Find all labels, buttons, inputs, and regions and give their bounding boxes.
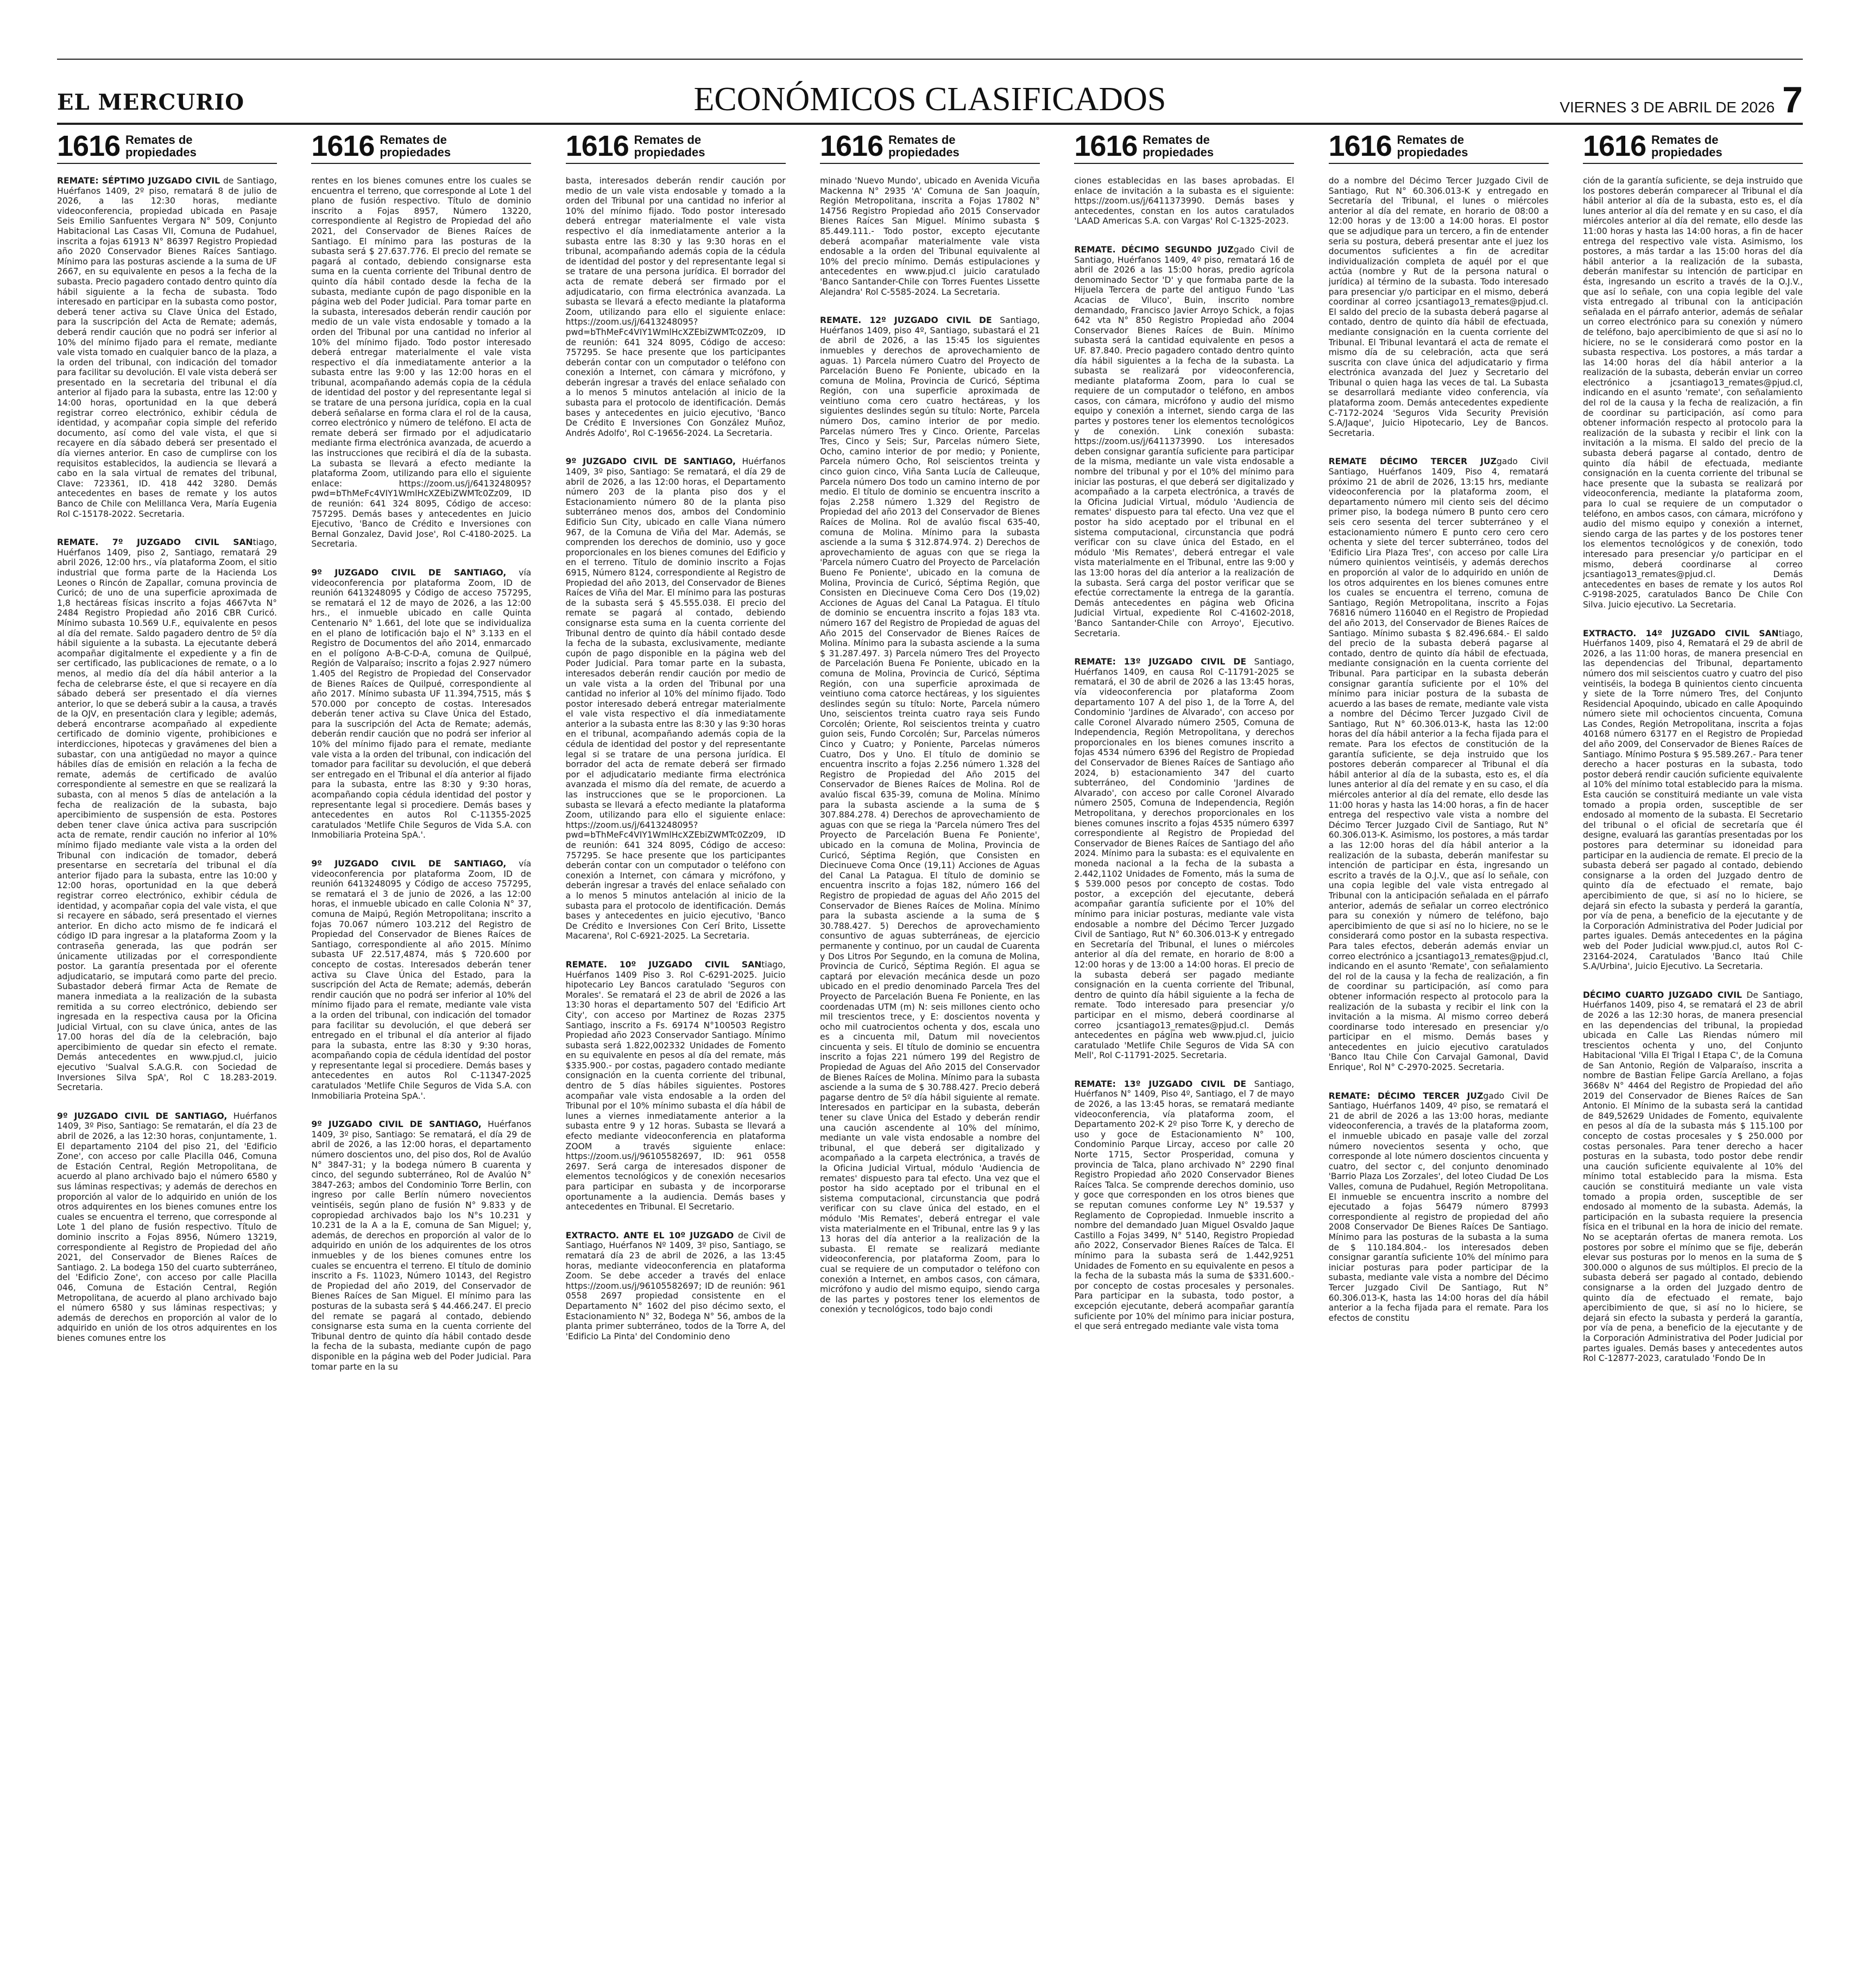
category-code: 1616 bbox=[819, 130, 883, 162]
category-code: 1616 bbox=[1074, 130, 1138, 162]
notice-text: Santiago, Huérfanos N° 1409, Piso 4º, Santiago, el 7 de mayo de 2026, a las 13:45 horas, se rematará mediante videoconferencia, vía plataforma zoom, el Departamento 202-K 2º piso Torre K, y derecho de uso y goce de Estacionamiento N° 100, Condominio Parque Lircay, acceso por calle 20 Norte 1715, Sector Prosperidad, comuna y provincia de Talca, plano archivado N° 2290 final Registro Propiedad año 2020 Conservador Bienes Raíces Talca. Se comprende derechos dominio, uso y goce que corresponden en los otros bienes que se reputan comunes conforme Ley N° 19.537 y Reglamento de Copropiedad. Inmueble inscrito a nombre del demandado Juan Miguel Osvaldo Jaque Castillo a Fojas 3499, N° 5140, Registro Propiedad año 2022, Conservador Bienes Raíces de Talca. El mínimo para la subasta será de 1.442,9251 Unidades de Fomento en su equivalente en pesos a la fecha de la subasta más la suma de $331.600.- por concepto de costas procesales y personales. Para participar en la subasta, todo postor, a excepción ejecutante, deberá acompañar garantía suficiente por 10% del mínimo para iniciar postura, el que será entregado mediante vale vista toma bbox=[1074, 1079, 1295, 1332]
auction-notice bbox=[311, 176, 531, 549]
notice-text: vía videoconferencia por plataforma Zoom, ID de reunión 6413248095 y Código de acceso 757295, se rematará el 12 de mayo de 2026, a las 12:00 hrs., el inmueble ubicado en calle Quinta Centenario N° 1.661, del lote que se individualiza en el plano de lotificación bajo el N° 3.133 en el Registro de Documentos del año 2014, enmarcado en el polígono A-B-C-D-A, comuna de Quilpué, Región de Valparaíso; inscrito a fojas 2.927 número 1.405 del Registro de Propiedad del Conservador de Bienes Raíces de Quilpué, correspondiente al año 2017. Mínimo subasta UF 11.394,7515, más $ 570.000 por concepto de costas. Interesados deberán tener activa su Clave Única del Estado, para la suscripción del Acta de Remate; además, deberán rendir caución que no podrá ser inferior al 10% del mínimo fijado para el remate, mediante vale vista a la orden del tribunal, con indicación del tomador para facilitar su devolución, el que deberá ser entregado en el Tribunal el día anterior al fijado para la subasta, entre las 8:30 y 9:30 horas, acompañando copia cédula identidad del postor y representante legal si procediere. Demás bases y antecedentes en autos Rol C-11355-2025 caratulados 'Metlife Chile Seguros de Vida S.A. con Inmobiliaria Proteina SpA.'. bbox=[311, 567, 532, 840]
auction-notice bbox=[820, 176, 1040, 297]
classified-column bbox=[820, 129, 1040, 1964]
category-label bbox=[380, 134, 451, 159]
notice-heading: 9º JUZGADO CIVIL DE SANTIAGO, bbox=[57, 1111, 228, 1121]
notice-text: rentes en los bienes comunes entre los cuales se encuentra el terreno, que corresponde al Lote 1 del plano de fusión respectivo. Título de dominio inscrito a Fojas 8957, Número 13220, correspondiente al Registro de Propiedad del año 2021, del Conservador de Bienes Raíces de Santiago. El mínimo para las posturas de la subasta será $ 27.637.776. El precio del remate se pagará al contado, debiendo consignarse esta suma en la cuenta corriente del Tribunal dentro de quinto día hábil contado desde la fecha de la subasta, mediante cupón de pago disponible en la página web del Poder Judicial. Para tomar parte en la subasta, interesados deberán rendir caución por medio de un vale vista endosable y tomado a la orden del Tribunal por una cantidad no inferior al 10% del mínimo fijado. Todo postor interesado deberá entregar materialmente el vale vista respectivo el día inmediatamente anterior a la subasta entre las 9:00 y las 12:00 horas en el tribunal, acompañando además copia de la cédula de identidad del postor y del representante legal si se tratare de una persona jurídica, copia en la cual deberá señalarse en forma clara el rol de la causa, correo electrónico y número de teléfono. El acta de remate deberá ser firmado por el adjudicatario mediante firma electrónica avanzada, de acuerdo a las instrucciones que recibirá el día de la subasta. La subasta se llevará a efecto mediante la plataforma Zoom, utilizando para ello el siguiente enlace: https://zoom.us/j/6413248095?pwd=bThMeFc4VIY1WmlHcXZEbiZWMTc0Zz09, ID de reunión: 641 324 8095, Código de acceso: 757295. Demás bases y antecedentes en Juicio Ejecutivo, 'Banco de Crédito e Inversiones con Bernal Gonzalez, David Jose', Rol C-4180-2025. La Secretaria. bbox=[311, 176, 532, 549]
notice-text: ciones establecidas en las bases aprobadas. El enlace de invitación a la subasta es el siguiente: https://zoom.us/j/6411373990. Demás bases y antecedentes, constan en los autos caratulados 'LAAD Americas S.A. con Vargas' Rol C-1325-2023. bbox=[1074, 176, 1295, 226]
classified-column bbox=[566, 129, 786, 1964]
column-header bbox=[1074, 129, 1294, 164]
column-header bbox=[311, 129, 531, 164]
notice-text: De Santiago, Huérfanos 1409, piso 4, se rematará el 23 de abril de 2026 a las 12:30 horas, de manera presencial en las dependencias del tribunal, la propiedad ubicada en Calle Las Riendas número mil trescientos ochenta y uno, del Conjunto Habitacional 'Villa El Trigal I Etapa C', de la Comuna de San Antonio, Región de Valparaíso, inscrita a nombre de Bastian Felipe García Arellano, a fojas 3668v N° 4464 del Registro de Propiedad del año 2019 del Conservador de Bienes Raíces de San Antonio. El Mínimo de la subasta será la cantidad de 849,52629 Unidades de Fomento, equivalente en pesos al día de la subasta más $ 115.100 por concepto de costas procesales y $ 250.000 por costas personales. Para tener derecho a hacer posturas en la subasta, todo postor debe rendir una caución suficiente equivalente al 10% del mínimo total establecido para la misma. Esta caución se constituirá mediante un vale vista tomado a propia orden, susceptible de ser endosado al momento de la subasta. Además, la participación en la subasta requiere la presencia física en el tribunal en la hora de inicio del remate. No se aceptarán ofertas de manera remota. Los postores por sobre el mínimo que se fije, deberán elevar sus posturas por lo menos en la suma de $ 300.000 o algunos de sus múltiplos. El precio de la subasta deberá ser pagado al contado, debiendo consignarse a la orden del Juzgado dentro de quinto día de efectuado el remate, bajo apercibimiento de que, si así no lo hiciere, se dejará sin efecto la subasta y perderá la garantía, por vía de pena, a beneficio de la ejecutante y de la Corporación Administrativa del Poder Judicial por partes iguales. Demás bases y antecedentes autos Rol C-12877-2023, caratulado 'Fondo De In bbox=[1582, 990, 1803, 1364]
notice-heading: DÉCIMO CUARTO JUZGADO CIVIL bbox=[1582, 990, 1742, 1000]
category-label-line: propiedades bbox=[888, 145, 960, 159]
auction-notice bbox=[1329, 457, 1549, 1072]
column-header bbox=[1329, 129, 1549, 164]
classified-column bbox=[1329, 129, 1549, 1964]
auction-notice bbox=[1329, 1091, 1549, 1324]
classified-column bbox=[311, 129, 531, 1964]
notice-heading: REMATE: SÉPTIMO JUZGADO CIVIL bbox=[57, 176, 220, 186]
page-number: 7 bbox=[1782, 79, 1803, 121]
notice-text: gado Civil Santiago, Huérfanos 1409, Piso 4, rematará próximo 21 de abril de 2026, 13:15 hrs, mediante videoconferencia por la plataforma zoom, el departamento número mil ciento seis del décimo primer piso, la bodega número B punto cero cero seis cero sesenta del tercer subterráneo y el estacionamiento número E punto cero cero cero ochenta y siete del tercer subterráneo, todos del 'Edificio Lira Plaza Tres', con acceso por calle Lira número quinientos veintiséis, y además derechos en proporción al valor de lo adquirido en unión de los otros adquirentes en los bienes comunes entre los cuales se encuentra el terreno, comuna de Santiago, Región Metropolitana, inscrito a Fojas 76816 número 116040 en el Registro de Propiedad del año 2013, del Conservador de Bienes Raíces de Santiago. Mínimo subasta $ 82.496.684.- El saldo del precio de la subasta deberá pagarse al contado, dentro de quinto día hábil de efectuada, mediante consignación en la cuenta corriente del Tribunal. Para participar en la subasta deberán consignar garantía suficiente por el 10% del mínimo para iniciar postura de la subasta de acuerdo a las bases de remate, mediante vale vista a nombre del Décimo Tercer Juzgado Civil de Santiago, Rut N° 60.306.013-K, hasta las 12:00 horas del día hábil anterior a la fecha fijada para el remate. Para los efectos de constitución de la garantía suficiente, se deja instruido que los postores deberán comparecer al Tribunal el día hábil anterior al día de la subasta, esto es, el día lunes anterior al día del remate y en su caso, el día miércoles anterior al día del remate, ello desde las 11:00 horas y hasta las 14:00 horas, a fin de hacer entrega del respectivo vale vista a nombre del Décimo Tercer Juzgado Civil de Santiago, Rut N° 60.306.013-K. Asimismo, los postores, a más tardar a las 12:00 horas del día hábil anterior a la realización de la subasta, deberán manifestar su intención de participar en ésta, ingresando un escrito a través de la O.J.V., que así lo señale, con una copia legible del vale vista entregado al Tribunal con la anticipación señalada en el párrafo anterior, además de señalar un correo electrónico para su conexión y número de teléfono, bajo apercibimiento de que si así no lo hiciere, no se le considerará como postor en la subasta respectiva. Para tales efectos, deberán además enviar un correo electrónico a jcsantiago13_remates@pjud.cl, indicando en el asunto 'Remate', con señalamiento del rol de la causa y la fecha de realización, a fin de coordinar su participación, así como para obtener información respecto al protocolo para la realización de la subasta y recibir el link con la invitación a la misma. Al mismo correo deberá coordinarse todo interesado en presenciar y/o participar en el mismo. Demás bases y antecedentes en juicio ejecutivo caratulados 'Banco Itau Chile Con Carvajal Gamonal, David Enrique', Rol N° C-2970-2025. Secretaria. bbox=[1328, 457, 1549, 1073]
category-label-line: Remates de bbox=[380, 133, 447, 147]
category-label-line: propiedades bbox=[1143, 145, 1214, 159]
notice-text: gado Civil De Santiago, Huérfanos 1409, 4º piso, se rematará el 21 de abril de 2026 a las 13:00 horas, mediante videoconferencia, a través de la plataforma zoom, el inmueble ubicado en pasaje valle del zorzal número novecientos sesenta y ocho, que corresponde al lote número doscientos cincuenta y cuatro, del sector c, del conjunto denominado 'Barrio Plaza Los Zorzales', del loteo Ciudad De Los Valles, comuna de Pudahuel, Región Metropolitana. El inmueble se encuentra inscrito a nombre del ejecutado a fojas 56479 número 87993 correspondiente al registro de propiedad del año 2008 Conservador De Bienes Raíces De Santiago. Mínimo para las posturas de la subasta a la suma de $ 110.184.804.- los interesados deben consignar garantía suficiente 10% del mínimo para iniciar posturas para poder participar de la subasta, mediante vale vista a nombre del Décimo Tercer Juzgado Civil De Santiago, Rut N° 60.306.013-K, hasta las 14:00 horas del día hábil anterior a la fecha fijada para el remate. Para los efectos de constitu bbox=[1328, 1091, 1549, 1323]
auction-notice bbox=[57, 537, 277, 1093]
category-label-line: propiedades bbox=[380, 145, 451, 159]
auction-notice bbox=[311, 568, 531, 840]
classified-column bbox=[1583, 129, 1803, 1964]
category-code: 1616 bbox=[565, 130, 629, 162]
notice-heading: 9º JUZGADO CIVIL DE SANTIAGO, bbox=[311, 859, 507, 869]
auction-notice bbox=[1074, 176, 1294, 226]
section-title: ECONÓMICOS CLASIFICADOS bbox=[693, 81, 1166, 118]
notice-heading: 9º JUZGADO CIVIL DE SANTIAGO, bbox=[565, 457, 736, 467]
notice-heading: REMATE DÉCIMO TERCER JUZ bbox=[1328, 457, 1497, 467]
category-label bbox=[125, 134, 197, 159]
category-code: 1616 bbox=[311, 130, 375, 162]
column-header bbox=[1583, 129, 1803, 164]
category-label-line: Remates de bbox=[1143, 133, 1210, 147]
notice-text: vía videoconferencia por plataforma Zoom, ID de reunión 6413248095 y Código de acceso 757295, se rematará el 3 de junio de 2026, a las 12:00 horas, el inmueble ubicado en calle Colonia N° 37, comuna de Maipú, Región Metropolitana; inscrito a fojas 70.067 número 103.212 del Registro de Propiedad del Conservador de Bienes Raíces de Santiago, correspondiente al año 2015. Mínimo subasta UF 22.517,4874, más $ 720.600 por concepto de costas. Interesados deberán tener activa su Clave Única del Estado, para la suscripción del Acta de Remate; además, deberán rendir caución que no podrá ser inferior al 10% del mínimo fijado para el remate, mediante vale vista a la orden del tribunal, con indicación del tomador para facilitar su devolución, el que deberá ser entregado en el tribunal el día anterior al fijado para la subasta, entre las 8:30 y 9:30 horas, acompañando copia de cédula identidad del postor y representante legal si procediere. Demás bases y antecedentes en autos Rol C-11347-2025 caratulados 'Metlife Chile Seguros de Vida S.A. con Inmobiliaria Proteina SpA.'. bbox=[311, 859, 532, 1101]
category-code: 1616 bbox=[1582, 130, 1646, 162]
column-body bbox=[311, 164, 531, 1372]
auction-notice bbox=[1583, 176, 1803, 610]
notice-heading: 9º JUZGADO CIVIL DE SANTIAGO, bbox=[311, 567, 507, 578]
notice-text: tiago, Huérfanos 1409, piso 2, Santiago, rematará 29 abril 2026, 12:00 hrs., vía plataforma Zoom, el sitio industrial que forma parte de la Hacienda Los Leones o Rincón de Zapallar, comuna provincia de Curicó; de uno de una superficie aproximada de 1,8 hectáreas físicas inscrito a fojas 4667vta N° 2484 Registro Propiedad año 2016 CBR Curicó. Mínimo subasta 10.569 U.F., equivalente en pesos al día del remate. Saldo pagadero dentro de 5º día hábil siguiente a la subasta. La ejecutante deberá acompañar digitalmente el expediente y a fin de ser certificado, las publicaciones de remate, o a lo menos, al medio día del día hábil anterior a la fecha de celebrarse éste, el que si recayere en día sábado deberá ser presentado el día viernes anterior, lo que se deberá subir a la causa, a través de la OJV, en presentación clara y legible; además, deberá encontrarse acompañado al expediente certificado de dominio vigente, prohibiciones e interdicciones, hipotecas y gravámenes del bien a subastar, con una antigüedad no mayor a quince hábiles días de emisión en relación a la fecha de remate, además de certificado de avalúo correspondiente al semestre en que se realizará la subasta, con al menos 5 días de antelación a la fecha de realización de la subasta, bajo apercibimiento de suspensión de esta. Postores deben tener clave única activa para suscripción acta de remate, rendir caución no inferior al 10% mínimo fijado mediante vale vista a la orden del Tribunal con indicación de tomador, deberá presentarse en secretaría del tribunal el día anterior fijado para la subasta, entre las 10:00 y 12:00 horas, oportunidad en la que deberá registrar correo electrónico, exhibir cédula de identidad, y acompañar copia del vale vista, el que si recayere en sábado, será presentado el viernes anterior. En dicho acto mismo de fe indicará el código ID para ingresar a la plataforma Zoom y la contraseña generada, las que podrán ser únicamente utilizadas por el correspondiente postor. La garantía presentada por el oferente adjudicatario, se imputará como parte del precio. Subastador deberá firmar Acta de Remate de manera inmediata a la realización de la subasta remitida a su correo electrónico, debiendo ser ingresada en la respectiva causa por la Oficina Judicial Virtual, con su clave única, antes de las 17.00 horas del día de la celebración, bajo apercibimiento de quedar sin efecto el remate. Demás antecedentes en www.pjud.cl, juicio ejecutivo 'Sualval S.A.G.R. con Sociedad de Inversiones Silva SpA', Rol C 18.283-2019. Secretaria. bbox=[57, 537, 277, 1093]
category-label-line: Remates de bbox=[888, 133, 956, 147]
notice-heading: REMATE: 13º JUZGADO CIVIL DE bbox=[1074, 1079, 1246, 1089]
notice-heading: EXTRACTO. 14º JUZGADO CIVIL SAN bbox=[1582, 628, 1779, 638]
notice-text: ción de la garantía suficiente, se deja instruido que los postores deberán comparecer al Tribunal el día hábil anterior al día de la subasta, esto es, el día lunes anterior al día del remate y en su caso, el día miércoles anterior al día del remate, ello desde las 11:00 horas y hasta las 14:00 horas, a fin de hacer entrega del respectivo vale vista. Asimismo, los postores, a más tardar a las 15:00 horas del día hábil anterior a la realización de la subasta, deberán manifestar su intención de participar en ésta, ingresando un escrito a través de la O.J.V., que así lo señale, con una copia legible del vale vista entregado al tribunal con la anticipación señalada en el párrafo anterior, además de señalar un correo electrónico para su conexión y número de teléfono, bajo apercibimiento de que si así no lo hiciere, no se le considerará como postor en la subasta respectiva. Los postores, a más tardar a las 14:00 horas del día hábil anterior a la realización de la subasta, deberán enviar un correo electrónico a jcsantiago13_remates@pjud.cl, indicando en el asunto 'remate', con señalamiento del rol de la causa y la fecha de realización, a fin de coordinar su participación, así como para obtener información respecto al protocolo para la realización de la subasta y recibir el link con la invitación a la misma. El saldo del precio de la subasta deberá pagarse al contado, dentro de quinto día hábil de efectuada, mediante consignación en la cuenta corriente del tribunal se hace presente que la subasta se realizará por videoconferencia, mediante la plataforma zoom, para lo cual se requiere de un computador o teléfono, en ambos casos, con cámara, micrófono y audio del mismo equipo y conexión a internet, siendo carga de las partes y de los postores tener los elementos tecnológicos y de conexión, todo interesado para presenciar y/o participar en el mismo, deberá coordinarse al correo jcsantiago13_remates@pjud.cl. Demás antecedentes en bases de remate y los autos Rol C-9198-2025, caratulados Banco De Chile Con Silva. Juicio ejecutivo. La Secretaria. bbox=[1582, 176, 1803, 610]
auction-notice bbox=[1329, 176, 1549, 438]
notice-text: Santiago, Huérfanos 1409, piso 4º, Santiago, subastará el 21 de abril de 2026, a las 15:45 los siguientes inmuebles y derechos de aprovechamiento de aguas. 1) Parcela número Cuatro del Proyecto de Parcelación Bueno Fe Poniente, ubicado en la comuna de Molina, Provincia de Curicó, Séptima Región, con una superficie aproximada de veintiuno coma cero cuatro hectáreas, y los siguientes deslindes según su título: Norte, Parcela número Dos, camino interior de por medio. Parcelas número Tres y Cinco. Oriente, Parcelas Tres, Cinco y Seis; Sur, Parcelas número Siete, Ocho, camino interior de por medio; y Poniente, Parcela número Ocho, Rol seiscientos treinta y cinco guion cinco, Viña Santa Lucía de Calleuque, Parcela número Dos todo un camino interno de por medio. El título de dominio se encuentra inscrito a fojas 2.258 número 1.329 del Registro de Propiedad del año 2013 del Conservador de Bienes Raíces de Molina. Rol de avalúo fiscal 635-40, comuna de Molina. Mínimo para la subasta asciende a la suma $ 312.874.974. 2) Derechos de aprovechamiento de aguas con que se riega la 'Parcela número Cuatro del Proyecto de Parcelación Bueno Fe Poniente', ubicado en la comuna de Molina, Provincia de Curicó, Séptima Región, que Consisten en Diecinueve Coma Cero Dos (19,02) Acciones de Aguas del Canal La Patagua. El título de dominio se encuentra inscrito a fojas 183 vta. número 167 del Registro de Propiedad de aguas del Año 2015 del Conservador de Bienes Raíces de Molina. Mínimo para la subasta asciende a la suma $ 31.287.497. 3) Parcela número Tres del Proyecto de Parcelación Buena Fe Poniente, ubicado en la comuna de Molina, Provincia de Curicó, Séptima Región, con una superficie aproximada de veintiuno coma catorce hectáreas, y los siguientes deslindes según su título: Norte, Parcela número Uno, seiscientos treinta cuatro raya seis Fundo Corcolén; Oriente, Rol seiscientos treinta y cuatro guion seis, Fundo Corcolén; Sur, Parcelas números Cinco y Cuatro; y Poniente, Parcelas números Cuatro, Dos y Uno. El título de dominio se encuentra inscrito a fojas 2.256 número 1.328 del Registro de Propiedad del Año 2015 del Conservador de Bienes Raíces de Molina. Rol de avalúo fiscal 635-39, comuna de Molina. Mínimo para la subasta asciende a la suma de $ 307.884.278. 4) Derechos de aprovechamiento de aguas con que se riega la 'Parcela número Tres del Proyecto de Parcelación Buena Fe Poniente', ubicado en la comuna de Molina, Provincia de Curicó, Séptima Región, que Consisten en Diecinueve Coma Once (19,11) Acciones de Aguas del Canal La Patagua. El título de dominio se encuentra inscrito a fojas 182, número 166 del Registro de propiedad de aguas del Año 2015 del Conservador de Bienes Raíces de Molina. Mínimo para la subasta asciende a la suma de $ 30.788.427. 5) Derechos de aprovechamiento consuntivo de aguas subterráneas, de ejercicio permanente y continuo, por un caudal de Cuarenta y Dos Litros Por Segundo, en la comuna de Molina, Provincia de Curicó, Séptima Región. El agua se captará por elevación mecánica desde un pozo ubicado en el predio denominado Parcela Tres del Proyecto de Parcelación Buena Fe Poniente, en las coordenadas UTM (m) N: seis millones ciento ocho mil trescientos trece, y E: doscientos noventa y ocho mil cuatrocientos ochenta y dos, escala uno es a cincuenta mil, Datum mil novecientos cincuenta y seis. El título de dominio se encuentra inscrito a fojas 221 número 199 del Registro de Propiedad de Aguas del Año 2015 del Conservador de Bienes Raíces de Molina. Mínimo para la subasta asciende a la suma de $ 30.788.427. Precio deberá pagarse dentro de 5º día hábil siguiente al remate. Interesados en participar en la subasta, deberán tener su clave Única del Estado y deberán rendir una caución ascendente al 10% del mínimo, mediante un vale vista endosable a nombre del tribunal, el que deberá ser digitalizado y acompañado a la carpeta electrónica, a través de la Oficina Judicial Virtual, módulo 'Audiencia de remates' dispuesto para tal efecto. Una vez que el postor ha sido aceptado por el tribunal en el sistema computacional, circunstancia que podrá verificar con su clave única del estado, en el módulo 'Mis Remates', deberá entregar el vale vista materialmente en el Tribunal, entre las 9 y las 13 horas del día anterior a la realización de la subasta. El remate se realizará mediante videoconferencia, por plataforma Zoom, para lo cual se requiere de un computador o teléfono con conexión a Internet, en ambos casos, con cámara, micrófono y audio del mismo equipo, siendo carga de las partes y postores tener los elementos de conexión y tecnológicos, todo bajo condi bbox=[819, 315, 1040, 1315]
classified-columns bbox=[57, 129, 1803, 1964]
auction-notice bbox=[57, 176, 277, 519]
column-body bbox=[1583, 164, 1803, 1364]
category-label-line: propiedades bbox=[125, 145, 197, 159]
notice-heading: REMATE: 13º JUZGADO CIVIL DE bbox=[1074, 657, 1246, 667]
category-label bbox=[634, 134, 705, 159]
auction-notice bbox=[566, 457, 786, 941]
auction-notice bbox=[820, 315, 1040, 1315]
dateline bbox=[1560, 79, 1803, 121]
column-body bbox=[566, 164, 786, 1341]
column-body bbox=[1074, 164, 1294, 1332]
auction-notice bbox=[311, 1119, 531, 1372]
category-label-line: Remates de bbox=[634, 133, 702, 147]
notice-text: tiago, Huérfanos 1409, piso 4, Rematará el 29 de abril de 2026, a las 11:00 horas, de manera presencial en las dependencias del Tribunal, departamento número dos mil seiscientos cuatro y cuatro del piso veintiséis, la bodega B quinientos ciento cincuenta y siete de la Torre número Tres, del Conjunto Residencial Apoquindo, ubicado en calle Apoquindo número siete mil ochocientos cincuenta, Comuna Las Condes, Región Metropolitana, inscrita a fojas 40168 número 63177 en el Registro de Propiedad del año 2009, del Conservador de Bienes Raíces de Santiago. Mínimo Postura $ 95.589.267.- Para tener derecho a hacer posturas en la subasta, todo postor deberá rendir caución suficiente equivalente al 10% del mínimo total establecido para la misma. Esta caución se constituirá mediante un vale vista tomado a propia orden, susceptible de ser endosado al momento de la subasta. El Secretario del tribunal o el oficial de secretaría que él designe, evaluará las garantías presentadas por los postores para determinar su idoneidad para participar en la audiencia de remate. El precio de la subasta deberá ser pagado al contado, debiendo consignarse a la orden del Juzgado dentro de quinto día de efectuado el remate, bajo apercibimiento de que, si así no lo hiciere, se dejará sin efecto la subasta y perderá la garantía, por vía de pena, a beneficio de la ejecutante y de la Corporación Administrativa del Poder Judicial por partes iguales. Demás antecedentes en la página web del Poder Judicial www.pjud.cl, autos Rol C-23164-2024, Caratulados 'Banco Itaú Chile S.A/Urbina', Juicio Ejecutivo. La Secretaria. bbox=[1582, 628, 1803, 972]
auction-notice bbox=[566, 960, 786, 1212]
top-rule bbox=[57, 59, 1803, 60]
notice-heading: EXTRACTO. ANTE EL 10º JUZGADO bbox=[565, 1230, 734, 1240]
classified-column bbox=[57, 129, 277, 1964]
auction-notice bbox=[1074, 657, 1294, 1061]
classified-column bbox=[1074, 129, 1294, 1964]
auction-notice bbox=[566, 1231, 786, 1342]
notice-heading: REMATE. 12º JUZGADO CIVIL DE bbox=[819, 315, 992, 326]
auction-notice bbox=[1074, 1079, 1294, 1332]
category-code: 1616 bbox=[1328, 130, 1392, 162]
masthead bbox=[57, 79, 1803, 119]
notice-text: minado 'Nuevo Mundo', ubicado en Avenida Vicuña Mackenna N° 2935 'A' Comuna de San Joaquín, Región Metropolitana, inscrita a Fojas 17802 N° 14756 Registro Propiedad año 2015 Conservador Bienes Raíces San Miguel. Mínimo subasta $ 85.449.111.- Todo postor, excepto ejecutante deberá acompañar materialmente vale vista endosable a la orden del Tribunal equivalente al 10% del precio mínimo. Demás estipulaciones y antecedentes en www.pjud.cl juicio caratulado 'Banco Santander-Chile con Torres Fuentes Lissette Alejandra' Rol C-5585-2024. La Secretaria. bbox=[819, 176, 1040, 297]
column-header bbox=[820, 129, 1040, 164]
category-label-line: propiedades bbox=[1397, 145, 1468, 159]
notice-text: de Santiago, Huérfanos 1409, 2º piso, rematará 8 de julio de 2026, a las 12:30 horas, mediante videoconferencia, propiedad ubicada en Pasaje Seis Emilio Sanfuentes Vergara N° 509, Conjunto Habitacional Las Casas VII, Comuna de Pudahuel, inscrita a fojas 61913 N° 86397 Registro Propiedad año 2020 Conservador Bienes Raíces Santiago. Mínimo para las posturas asciende a la suma de UF 2667, en su equivalente en pesos a la fecha de la subasta. Precio pagadero contado dentro quinto día hábil siguiente a la fecha de subasta. Todo interesado en participar en la subasta como postor, deberá tener activa su Clave Única del Estado, para la suscripción del Acta de Remate; además, deberá rendir caución que no podrá ser inferior al 10% del mínimo fijado para el remate, mediante vale vista tomado en cualquier banco de la plaza, a la orden del tribunal, con indicación del tomador para facilitar su devolución. El vale vista deberá ser presentado en la secretaria del tribunal el día anterior al fijado para la subasta, entre las 12:00 y 14:00 horas, oportunidad en la que deberá registrar correo electrónico, exhibir cédula de identidad, y acompañar copia simple del referido documento, así como del vale vista, el que si recayere en día sábado deberá ser presentado el día viernes anterior. En caso de cumplirse con los requisitos establecidos, la audiencia se llevará a cabo en la sala virtual de remates del tribunal, Clave: 723361, ID. 418 442 3280. Demás antecedentes en bases de remate y los autos Banco de Chile con Melillanca Vera, María Eugenia Rol C-15178-2022. Secretaria. bbox=[57, 176, 277, 519]
notice-heading: REMATE. 7º JUZGADO CIVIL SAN bbox=[57, 537, 253, 548]
category-label bbox=[1651, 134, 1722, 159]
column-body bbox=[820, 164, 1040, 1315]
newspaper-logo: EL MERCURIO bbox=[57, 90, 245, 115]
category-label-line: Remates de bbox=[1397, 133, 1465, 147]
auction-notice bbox=[1074, 245, 1294, 638]
category-label bbox=[1143, 134, 1214, 159]
category-label-line: propiedades bbox=[1651, 145, 1722, 159]
notice-heading: REMATE. 10º JUZGADO CIVIL SAN bbox=[565, 959, 762, 970]
notice-text: Huérfanos 1409, 3º piso, Santiago: Se rematará, el día 29 de abril de 2026, a las 12:00 horas, el Departamento número 203 de la planta piso dos y el Estacionamiento número 80 de la planta piso subterráneo menos dos, ambos del Condominio Edificio Sun City, ubicado en calle Viana número 967, de la Comuna de Viña del Mar. Además, se comprenden los derechos de dominio, uso y goce proporcionales en los bienes comunes del Edificio y en el terreno. Título de dominio inscrito a Fojas 6915, Número 8124, correspondiente al Registro de Propiedad del año 2013, del Conservador de Bienes Raíces de Viña del Mar. El mínimo para las posturas de la subasta será $ 45.555.038. El precio del remate se pagará al contado, debiendo consignarse esta suma en la cuenta corriente del Tribunal dentro de quinto día hábil contado desde la fecha de la subasta, exclusivamente, mediante cupón de pago disponible en la página web del Poder Judicial. Para tomar parte en la subasta, interesados deberán rendir caución por medio de un vale vista a la orden del Tribunal por una cantidad no inferior al 10% del mínimo fijado. Todo postor interesado deberá entregar materialmente el vale vista respectivo el día inmediatamente anterior a la subasta entre las 8:30 y las 9:30 horas en el tribunal, acompañando además copia de la cédula de identidad del postor y del representante legal si se tratare de una persona jurídica. El borrador del acta de remate deberá ser firmado por el adjudicatario mediante firma electrónica avanzada el mismo día del remate, de acuerdo a las instrucciones que se le proporcionen. La subasta se llevará a efecto mediante la plataforma Zoom, utilizando para ello el siguiente enlace: https://zoom.us/j/6413248095?pwd=bThMeFc4VIY1WmlHcXZEbiZWMTc0Zz09, ID de reunión: 641 324 8095, Código de acceso: 757295. Se hace presente que los participantes deberán contar con un computador o teléfono con conexión a Internet, con cámara y micrófono, y deberán ingresar a través del enlace señalado con a lo menos 5 minutos antelación al inicio de la subasta para el protocolo de identificación. Demás bases y antecedentes en juicio ejecutivo, 'Banco De Crédito e Inversiones Con Cerí Brito, Lissette Macarena', Rol C-6921-2025. La Secretaria. bbox=[565, 457, 786, 941]
auction-notice bbox=[1583, 629, 1803, 972]
notice-text: Santiago, Huérfanos 1409, en causa Rol C-11791-2025 se rematará, el 30 de abril de 2026 a las 13:45 horas, vía videoconferencia por plataforma Zoom departamento 107 A del piso 1, de la Torre A, del Condominio 'Jardines de Alvarado', con acceso por calle Coronel Alvarado número 2505, Comuna de Independencia, Región Metropolitana, y derechos proporcionales en los bienes comunes inscrito a fojas 4534 número 6396 del Registro de Propiedad del Conservador de Bienes Raíces de Santiago año 2024, b) estacionamiento 347 del cuarto subterráneo, del Condominio 'Jardines de Alvarado', con acceso por calle Coronel Alvarado número 2505, Comuna de Independencia, Región Metropolitana, y derechos proporcionales en los bienes comunes inscrito a fojas 4535 número 6397 correspondiente al Registro de Propiedad del Conservador de Bienes Raíces de Santiago del año 2024. Mínimo para la subasta: es el equivalente en moneda nacional a la fecha de la subasta a 2.442,1102 Unidades de Fomento, más la suma de $ 539.000 pesos por concepto de costas. Todo postor, a excepción del ejecutante, deberá acompañar garantía suficiente por el 10% del mínimo para iniciar posturas, mediante vale vista endosable a nombre del Décimo Tercer Juzgado Civil de Santiago, Rut N° 60.306.013-K y entregado en Secretaría del Tribunal, el lunes o miércoles anterior al día del remate, en horario de 8:00 a 12:00 horas y de 13:00 a 14:00 horas. El precio de la subasta deberá ser pagado mediante consignación en la cuenta corriente del Tribunal, dentro de quinto día hábil siguiente a la fecha de remate. Todo interesado para presenciar y/o participar en el mismo, deberá coordinarse al correo jcsantiago13_remates@pjud.cl. Demás antecedentes en página web www.pjud.cl, juicio caratulado 'Metlife Chile Seguros de Vida SA con Mell', Rol C-11791-2025. Secretaria. bbox=[1074, 657, 1295, 1061]
notice-text: Huérfanos 1409, 3º piso, Santiago: Se rematará, el día 29 de abril de 2026, a las 12:00 horas, el departamento número doscientos uno, del piso dos, Rol de Avalúo N° 3847-31; y la bodega número B cuarenta y cinco, del segundo subterráneo, Rol de Avalúo N° 3847-263; ambos del Condominio Torre Berlin, con ingreso por calle Berlín número novecientos veintiséis, según plano de fusión N° 9.833 y de copropiedad archivados bajo los N°s 10.231 y 10.231 de la A a la E, comuna de San Miguel; y, además, de derechos en proporción al valor de lo adquirido en unión de los adquirentes de los otros inmuebles y de los bienes comunes entre los cuales se encuentra el terreno. El título de dominio inscrito a Fs. 11023, Número 10143, del Registro de Propiedad del año 2019, del Conservador de Bienes Raíces de San Miguel. El mínimo para las posturas de la subasta será $ 44.466.247. El precio del remate se pagará al contado, debiendo consignarse esta suma en la cuenta corriente del Tribunal dentro de quinto día hábil contado desde la fecha de la subasta, mediante cupón de pago disponible en la página web del Poder Judicial. Para tomar parte en la su bbox=[311, 1119, 532, 1372]
auction-notice bbox=[57, 1111, 277, 1344]
column-body bbox=[1329, 164, 1549, 1323]
auction-notice bbox=[311, 859, 531, 1101]
category-label-line: Remates de bbox=[125, 133, 193, 147]
issue-date: VIERNES 3 DE ABRIL DE 2026 bbox=[1560, 99, 1775, 116]
masthead-rule bbox=[57, 123, 1803, 125]
notice-text: gado Civil de Santiago, Huérfanos 1409, 4º piso, rematará 16 de abril de 2026 a las 15:00 horas, predio agrícola denominado Sector 'D' y que formaba parte de la Hijuela Tercera de parte del antiguo Fundo 'Las Acacias de Viluco', Buin, inscrito nombre demandado, Francisco Javier Arroyo Schick, a fojas 642 vta N° 850 Registro Propiedad año 2004 Conservador Bienes Raíces de Buin. Mínimo subasta será la cantidad equivalente en pesos a UF. 87.840. Precio pagadero contado dentro quinto día hábil siguientes a la fecha de la subasta. La subasta se realizará por videoconferencia, mediante plataforma Zoom, para lo cual se requiere de un computador o teléfono, en ambos casos, con cámara, micrófono y audio del mismo equipo y conexión a internet, siendo carga de las partes y postores tener los elementos tecnológicos y de conexión. Link conexión subasta: https://zoom.us/j/6411373990. Los interesados deben consignar garantía suficiente para participar de la misma, mediante un vale vista endosable a nombre del tribunal y por el 10% del mínimo para iniciar las posturas, el que deberá ser digitalizado y acompañado a la carpeta electrónica, a través de la Oficina Judicial Virtual, módulo 'Audiencia de remates' dispuesto para tal efecto. Una vez que el postor ha sido aceptado por el tribunal en el sistema computacional, circunstancia que podrá verificar con su clave única del Estado, en el módulo 'Mis Remates', deberá entregar el vale vista materialmente en el Tribunal, entre las 9:00 y las 13:00 horas del día anterior a la realización de la subasta. Será carga del postor verificar que se efectúe correctamente la entrega de la garantía. Demás antecedentes en página web Oficina Judicial Virtual, expediente Rol C-41602-2018, 'Banco Santander-Chile con Arroyo', Ejecutivo. Secretaria. bbox=[1074, 244, 1295, 638]
notice-text: tiago, Huérfanos 1409 Piso 3. Rol C-6291-2025. Juicio hipotecario Ley Bancos caratulado 'Seguros con Morales'. Se rematará el 23 de abril de 2026 a las 13:30 horas el departamento 507 del 'Edificio Art City', con acceso por Martinez de Rozas 2375 Santiago, inscrito a Fs. 69174 N°100503 Registro Propiedad año 2023 Conservador Santiago. Mínimo subasta será 1.822,002332 Unidades de Fomento en su equivalente en pesos al día del remate, más $335.900.- por costas, pagadero contado mediante consignación en la cuenta corriente del tribunal, dentro de 5 días hábiles siguientes. Postores acompañar vale vista endosable a la orden del Tribunal por el 10% mínimo subasta el día hábil de lunes a viernes inmediatamente anterior a la subasta entre 9 y 12 horas. Subasta se llevará a efecto mediante videoconferencia en plataforma ZOOM a través siguiente enlace: https://zoom.us/j/96105582697, ID: 961 0558 2697. Será carga de interesados disponer de elementos tecnológicos y de conexión necesarios para participar en subasta y de incorporarse oportunamente a la audiencia. Demás bases y antecedentes en Tribunal. El Secretario. bbox=[565, 959, 786, 1212]
category-label-line: propiedades bbox=[634, 145, 705, 159]
column-body bbox=[57, 164, 277, 1344]
notice-text: basta, interesados deberán rendir caución por medio de un vale vista endosable y tomado a la orden del Tribunal por una cantidad no inferior al 10% del mínimo fijado. Todo postor interesado deberá entregar materialmente el vale vista respectivo el día inmediatamente anterior a la subasta entre las 8:30 y las 9:30 horas en el tribunal, acompañando además copia de la cédula de identidad del postor y del representante legal si se tratare de una persona jurídica. El borrador del acta de remate deberá ser firmado por el adjudicatario, con firma electrónica avanzada. La subasta se llevará a efecto mediante la plataforma Zoom, utilizando para ello el siguiente enlace: https://zoom.us/j/6413248095?pwd=bThMeFc4VIY1WmlHcXZEbiZWMTc0Zz09, ID de reunión: 641 324 8095, Código de acceso: 757295. Se hace presente que los participantes deberán contar con un computador o teléfono con conexión a Internet, con cámara y micrófono, y deberán ingresar a través del enlace señalado con a lo menos 5 minutos antelación al inicio de la subasta para el protocolo de identificación. Demás bases y antecedentes en juicio ejecutivo, 'Banco De Crédito E Inversiones Con González Muñoz, Andrés Adolfo', Rol C-19656-2024. La Secretaria. bbox=[565, 176, 786, 438]
category-label-line: Remates de bbox=[1651, 133, 1719, 147]
notice-text: Huérfanos 1409, 3º Piso, Santiago: Se rematarán, el día 23 de abril de 2026, a las 12:30 horas, conjuntamente, 1. El departamento 2104 del piso 21, del 'Edificio Zone', con acceso por calle Placilla 046, Comuna de Estación Central, Región Metropolitana, de acuerdo al plano archivado bajo el número 6580 y sus láminas respectivas; y además de derechos en proporción al valor de lo adquirido en unión de los otros adquirentes en los bienes comunes entre los cuales se encuentra el terreno, que corresponde al Lote 1 del plano de fusión respectivo. Título de dominio inscrito a Fojas 8956, Número 13219, correspondiente al Registro de Propiedad del año 2021, del Conservador de Bienes Raíces de Santiago. 2. La bodega 150 del cuarto subterráneo, del 'Edificio Zone', con acceso por calle Placilla 046, Comuna de Estación Central, Región Metropolitana, de acuerdo al plano archivado bajo el número 6580 y sus láminas respectivas; y además de derechos en proporción al valor de lo adquirido en unión de los otros adquirentes en los bienes comunes entre los bbox=[57, 1111, 277, 1343]
auction-notice bbox=[566, 176, 786, 438]
notice-text: do a nombre del Décimo Tercer Juzgado Civil de Santiago, Rut N° 60.306.013-K y entregado en Secretaría del Tribunal, el lunes o miércoles anterior al día del remate, en horario de 08:00 a 12:00 horas y de 13:00 a 14:00 horas. El postor que se adjudique para un tercero, a fin de entender seria su postura, deberá presentar ante el juez los documentos suficientes a fin de acreditar individualización completa de aquél por el que actúa (nombre y Rut de la persona natural o jurídica) al término de la subasta. Todo interesado para presenciar y/o participar en el mismo, deberá coordinar al correo jcsantiago13_remates@pjud.cl. El saldo del precio de la subasta deberá pagarse al contado, dentro de quinto día hábil de efectuada, mediante consignación en la cuenta corriente del Tribunal. El Tribunal levantará el acta de remate el mismo día de su celebración, acta que será suscrita con clave única del adjudicatario y firma electrónica avanzada del Juez y Secretario del Tribunal o quien haga las veces de tal. La Subasta se desarrollará mediante video conferencia, vía plataforma zoom. Demás antecedentes expediente C-7172-2024 'Seguros Vida Security Previsión S.A/Jaque', Juicio Hipotecario, Ley de Bancos. Secretaria. bbox=[1328, 176, 1549, 438]
notice-heading: REMATE: DÉCIMO TERCER JUZ bbox=[1328, 1091, 1484, 1101]
column-header bbox=[566, 129, 786, 164]
newspaper-page bbox=[57, 59, 1803, 1970]
auction-notice bbox=[1583, 990, 1803, 1364]
category-label bbox=[1397, 134, 1468, 159]
notice-heading: REMATE. DÉCIMO SEGUNDO JUZ bbox=[1074, 244, 1234, 255]
category-code: 1616 bbox=[57, 130, 121, 162]
column-header bbox=[57, 129, 277, 164]
category-label bbox=[888, 134, 960, 159]
notice-heading: 9º JUZGADO CIVIL DE SANTIAGO, bbox=[311, 1119, 482, 1130]
notice-text: de Civil de Santiago, Huérfanos Nº 1409, 3º piso, Santiago, se rematará día 23 de abril de 2026, a las 13:45 horas, mediante videoconferencia en plataforma Zoom. Se debe acceder a través del enlace https://zoom.us/j/96105582697; ID de reunión: 961 0558 2697 propiedad consistente en el Departamento N° 1602 del piso décimo sexto, el Estacionamiento N° 32, Bodega N° 56, ambos de la planta primer subterráneo, todos de la Torre A, del 'Edificio La Pinta' del Condominio deno bbox=[565, 1230, 786, 1341]
